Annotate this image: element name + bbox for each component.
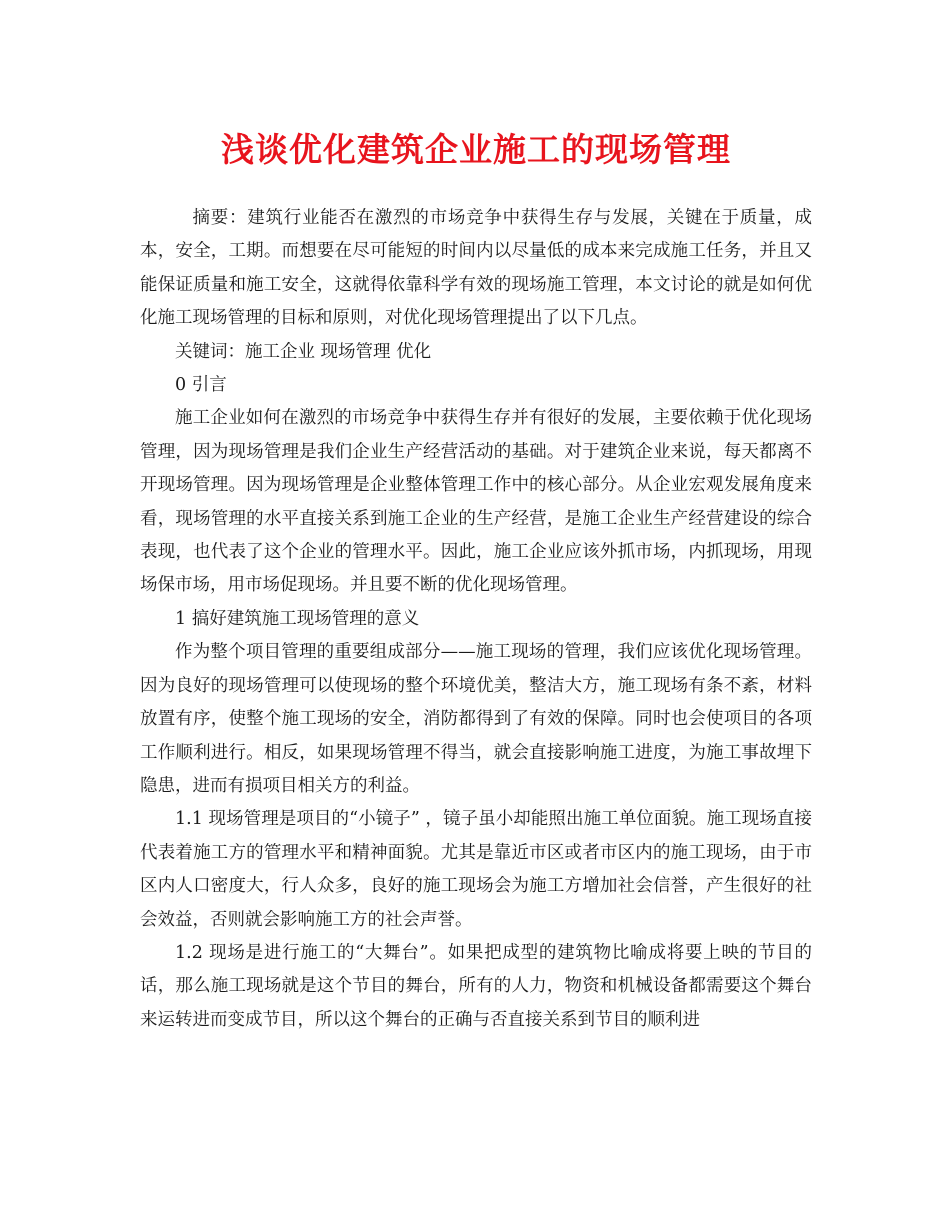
section-heading-1: 1 搞好建筑施工现场管理的意义 — [175, 608, 420, 629]
document-body — [140, 202, 812, 1037]
subsection-paragraph-1-2: 1.2 现场是进行施工的“大舞台”。如果把成型的建筑物比喻成将要上映的节目的话，那么施工现场就是这个节目的舞台，所有的人力，物资和机械设备都需要这个舞台来运转进而变成节目，所以这个舞台的正确与否直接关系到节目的顺利进 — [140, 942, 812, 1030]
document-page — [140, 126, 812, 1037]
subsection-paragraph-1-1: 1.1 现场管理是项目的“小镜子” ，镜子虽小却能照出施工单位面貌。施工现场直接代表着施工方的管理水平和精神面貌。尤其是靠近市区或者市区内的施工现场，由于市区内人口密度大，行人众多，良好的施工现场会为施工方增加社会信誉，产生很好的社会效益，否则就会影响施工方的社会声誉。 — [140, 809, 812, 930]
body-paragraph: 作为整个项目管理的重要组成部分——施工现场的管理，我们应该优化现场管理。因为良好的现场管理可以使现场的整个环境优美，整洁大方，施工现场有条不紊，材料放置有序，使整个施工现场的安全，消防都得到了有效的保障。同时也会使项目的各项工作顺利进行。相反，如果现场管理不得当，就会直接影响施工进度，为施工事故埋下隐患，进而有损项目相关方的利益。 — [140, 642, 812, 796]
document-title: 浅谈优化建筑企业施工的现场管理 — [221, 130, 731, 169]
abstract-paragraph: 摘要：建筑行业能否在激烈的市场竞争中获得生存与发展，关键在于质量，成本，安全，工期。而想要在尽可能短的时间内以尽量低的成本来完成施工任务，并且又能保证质量和施工安全，这就得依靠科学有效的现场施工管理，本文讨论的就是如何优化施工现场管理的目标和原则，对优化现场管理提出了以下几点。 — [140, 208, 812, 329]
keywords-paragraph: 关键词：施工企业 现场管理 优化 — [175, 341, 432, 362]
section-heading-intro: 0 引言 — [175, 375, 227, 396]
body-paragraph: 施工企业如何在激烈的市场竞争中获得生存并有很好的发展，主要依赖于优化现场管理，因为现场管理是我们企业生产经营活动的基础。对于建筑企业来说，每天都离不开现场管理。因为现场管理是企业整体管理工作中的核心部分。从企业宏观发展角度来看，现场管理的水平直接关系到施工企业的生产经营，是施工企业生产经营建设的综合表现，也代表了这个企业的管理水平。因此，施工企业应该外抓市场，内抓现场，用现场保市场，用市场促现场。并且要不断的优化现场管理。 — [140, 408, 812, 596]
